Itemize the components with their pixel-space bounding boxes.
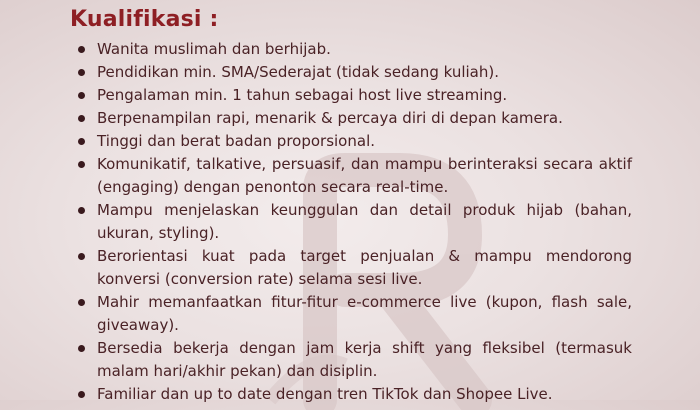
qualification-item: Komunikatif, talkative, persuasif, dan mampu berinteraksi secara aktif (engaging) dengan penonton secara real-time. [97, 153, 632, 199]
qualification-list [97, 38, 632, 406]
qualification-item: Pendidikan min. SMA/Sederajat (tidak sedang kuliah). [97, 61, 632, 84]
qualification-item: Mampu menjelaskan keunggulan dan detail produk hijab (bahan, ukuran, styling). [97, 199, 632, 245]
qualification-item: Berpenampilan rapi, menarik & percaya diri di depan kamera. [97, 107, 632, 130]
qualification-item: Wanita muslimah dan berhijab. [97, 38, 632, 61]
section-heading: Kualifikasi : [70, 7, 219, 32]
qualification-item: Bersedia bekerja dengan jam kerja shift yang fleksibel (termasuk malam hari/akhir pekan) dan disiplin. [97, 337, 632, 383]
qualification-item: Pengalaman min. 1 tahun sebagai host live streaming. [97, 84, 632, 107]
qualification-item: Mahir memanfaatkan fitur-fitur e-commerce live (kupon, flash sale, giveaway). [97, 291, 632, 337]
qualification-item: Berorientasi kuat pada target penjualan & mampu mendorong konversi (conversion rate) selama sesi live. [97, 245, 632, 291]
qualification-item: Tinggi dan berat badan proporsional. [97, 130, 632, 153]
qualification-item: Familiar dan up to date dengan tren TikTok dan Shopee Live. [97, 383, 632, 406]
